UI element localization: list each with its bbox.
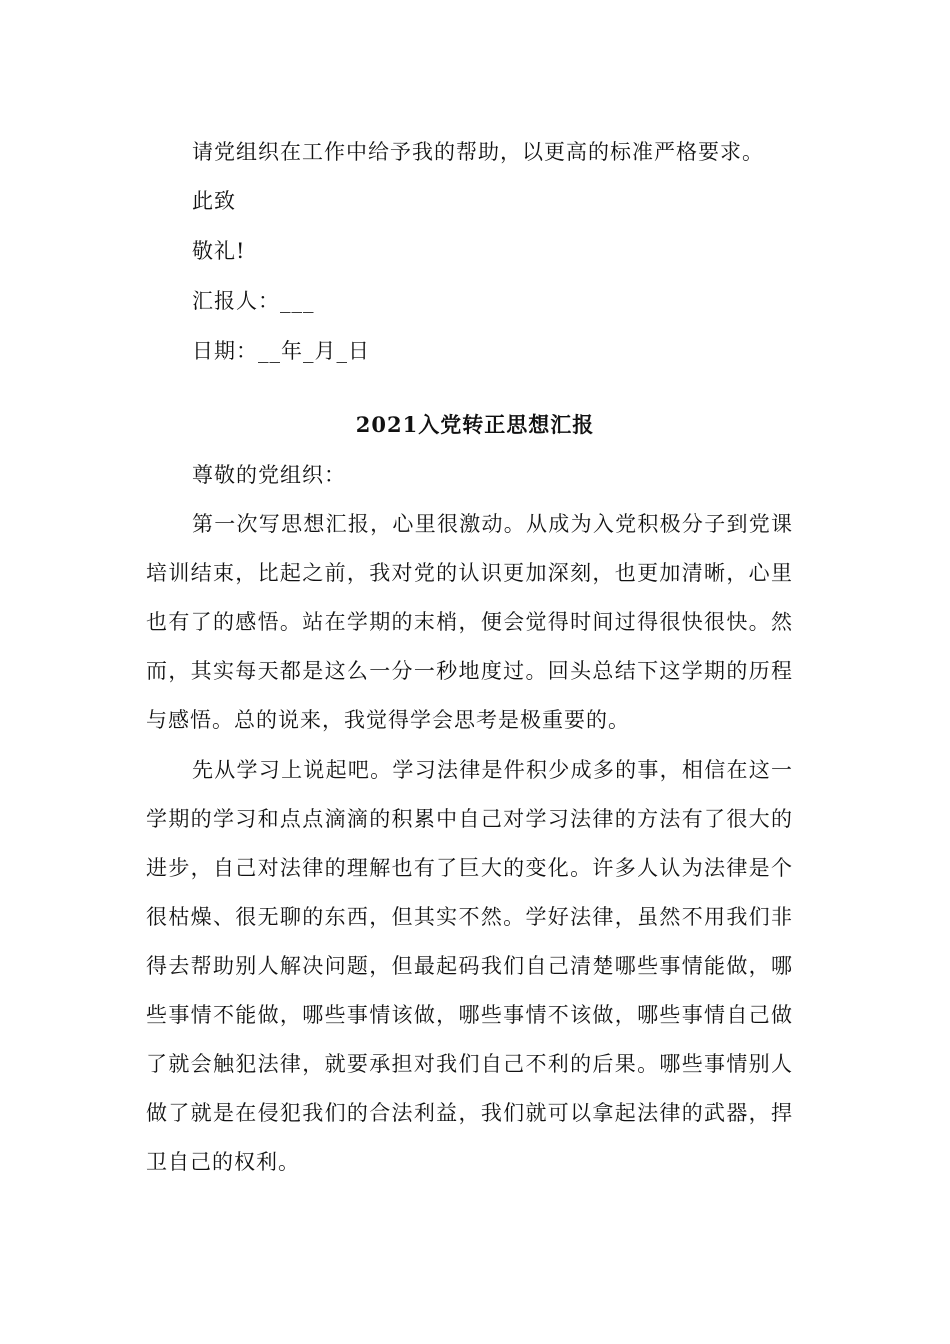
closing-request-line: 请党组织在工作中给予我的帮助，以更高的标准严格要求。: [192, 140, 764, 164]
paragraph-1: 第一次写思想汇报，心里很激动。从成为入党积极分子到党课培训结束，比起之前，我对党的认识更加深刻，也更加清晰，心里也有了的感悟。站在学期的末梢，便会觉得时间过得很快很快。然而，其实每天都是这么一分一秒地度过。回头总结下这学期的历程与感悟。总的说来，我觉得学会思考是极重要的。: [146, 512, 793, 732]
paragraph-2: 先从学习上说起吧。学习法律是件积少成多的事，相信在这一学期的学习和点点滴滴的积累中自己对学习法律的方法有了很大的进步，自己对法律的理解也有了巨大的变化。许多人认为法律是个很枯燥、很无聊的东西，但其实不然。学好法律，虽然不用我们非得去帮助别人解决问题，但最起码我们自己清楚哪些事情能做，哪些事情不能做，哪些事情该做，哪些事情不该做，哪些事情自己做了就会触犯法律，就要承担对我们自己不利的后果。哪些事情别人做了就是在侵犯我们的合法利益，我们就可以拿起法律的武器，捍卫自己的权利。: [146, 758, 793, 1174]
closing-cizhi: 此致: [192, 189, 236, 213]
report-title: 2021入党转正思想汇报: [355, 412, 595, 437]
reporter-signature-line: 汇报人：___: [192, 289, 315, 313]
closing-jingli: 敬礼!: [192, 239, 246, 263]
date-line: 日期：__年_月_日: [192, 339, 370, 363]
salutation: 尊敬的党组织：: [192, 463, 346, 487]
